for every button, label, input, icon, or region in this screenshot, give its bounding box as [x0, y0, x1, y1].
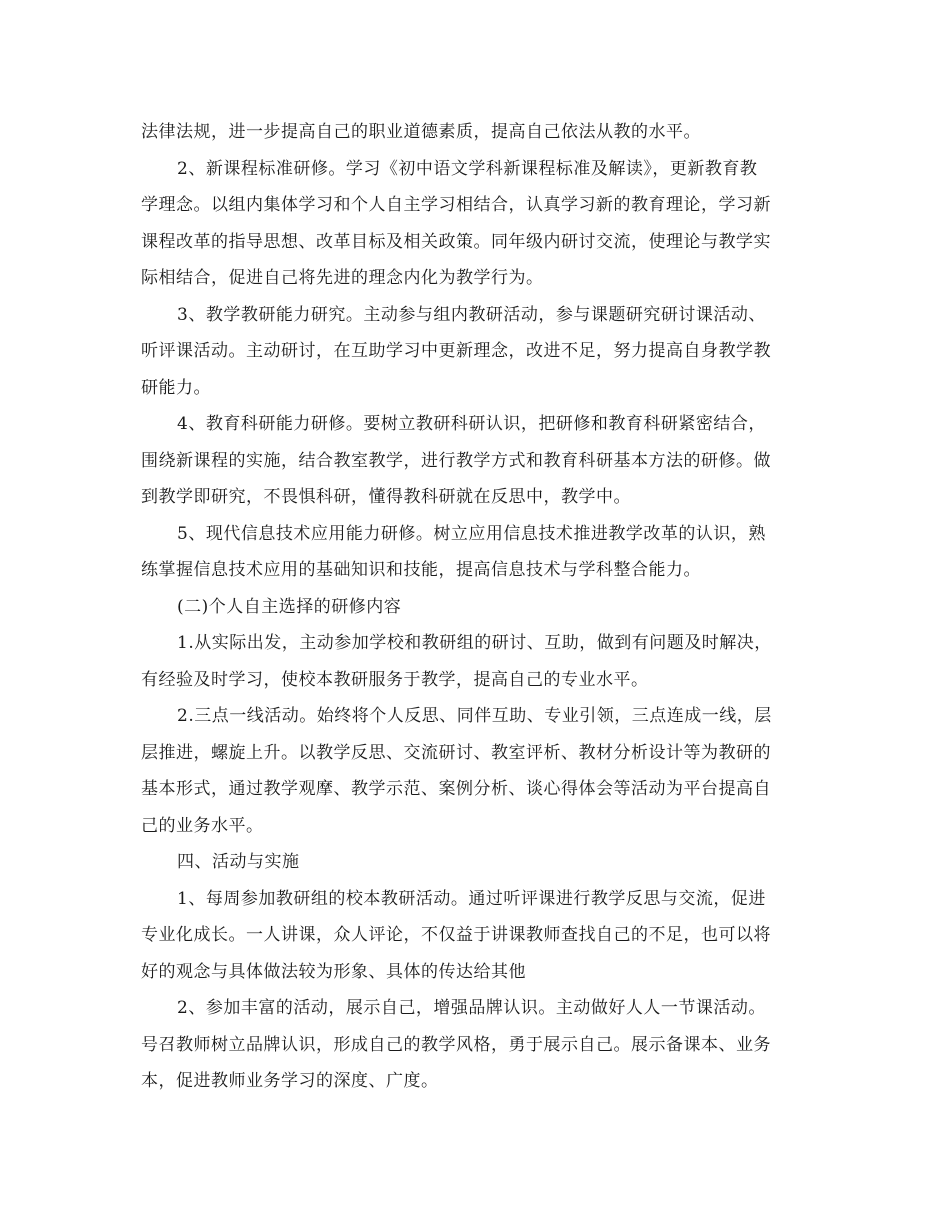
paragraph	[141, 990, 815, 1100]
text-line: 学理念。以组内集体学习和个人自主学习相结合，认真学习新的教育理论，学习新	[141, 195, 771, 215]
text-line: 听评课活动。主动研讨，在互助学习中更新理念，改进不足，努力提高自身教学教	[141, 341, 771, 361]
text-line: 有经验及时学习，使校本教研服务于教学，提高自己的专业水平。	[141, 669, 649, 690]
text-line: 研能力。	[141, 377, 211, 398]
text-line: 5、现代信息技术应用能力研修。树立应用信息技术推进教学改革的认识，熟	[177, 523, 766, 544]
text-line: 课程改革的指导思想、改革目标及相关政策。同年级内研讨交流，使理论与教学实	[141, 231, 771, 252]
paragraph	[141, 406, 815, 516]
text-line: 己的业务水平。	[141, 815, 264, 836]
text-line: 围绕新课程的实施，结合教室教学，进行教学方式和教育科研基本方法的研修。做	[141, 450, 771, 471]
paragraph	[141, 516, 815, 589]
paragraph	[141, 625, 815, 698]
text-line: 四、活动与实施	[177, 852, 300, 872]
text-line: 法律法规，进一步提高自己的职业道德素质，提高自己依法从教的水平。	[141, 122, 701, 142]
text-line: 基本形式，通过教学观摩、教学示范、案例分析、谈心得体会等活动为平台提高自	[141, 779, 771, 799]
text-line: 专业化成长。一人讲课，众人评论，不仅益于讲课教师查找自己的不足，也可以将	[141, 925, 771, 945]
section-heading	[141, 589, 815, 626]
section-heading	[141, 844, 815, 881]
document-body	[141, 114, 815, 1100]
text-line: 2.三点一线活动。始终将个人反思、同伴互助、专业引领，三点连成一线，层	[177, 706, 772, 726]
text-line: 号召教师树立品牌认识，形成自己的教学风格，勇于展示自己。展示备课本、业务	[141, 1034, 771, 1055]
text-line: 2、新课程标准研修。学习《初中语文学科新课程标准及解读》，更新教育教	[177, 158, 758, 179]
paragraph	[141, 114, 815, 151]
text-line: 2、参加丰富的活动，展示自己，增强品牌认识。主动做好人人一节课活动。	[177, 998, 766, 1018]
paragraph	[141, 881, 815, 991]
text-line: 练掌握信息技术应用的基础知识和技能，提高信息技术与学科整合能力。	[141, 560, 701, 580]
paragraph	[141, 698, 815, 844]
paragraph	[141, 151, 815, 297]
text-line: 层推进，螺旋上升。以教学反思、交流研讨、教室评析、教材分析设计等为教研的	[141, 742, 771, 763]
text-line: 好的观念与具体做法较为形象、具体的传达给其他	[141, 961, 526, 982]
text-line: 际相结合，促进自己将先进的理念内化为教学行为。	[141, 268, 544, 288]
paragraph	[141, 297, 815, 407]
text-line: 到教学即研究，不畏惧科研，懂得教科研就在反思中，教学中。	[141, 487, 631, 507]
text-line: 1、每周参加教研组的校本教研活动。通过听评课进行教学反思与交流，促进	[177, 888, 766, 909]
text-line: (二)个人自主选择的研修内容	[177, 596, 402, 617]
text-line: 本，促进教师业务学习的深度、广度。	[141, 1071, 439, 1091]
text-line: 1.从实际出发，主动参加学校和教研组的研讨、互助，做到有问题及时解决，	[177, 633, 772, 653]
text-line: 3、教学教研能力研究。主动参与组内教研活动，参与课题研究研讨课活动、	[177, 304, 766, 325]
text-line: 4、教育科研能力研修。要树立教研科研认识，把研修和教育科研紧密结合，	[177, 414, 766, 434]
